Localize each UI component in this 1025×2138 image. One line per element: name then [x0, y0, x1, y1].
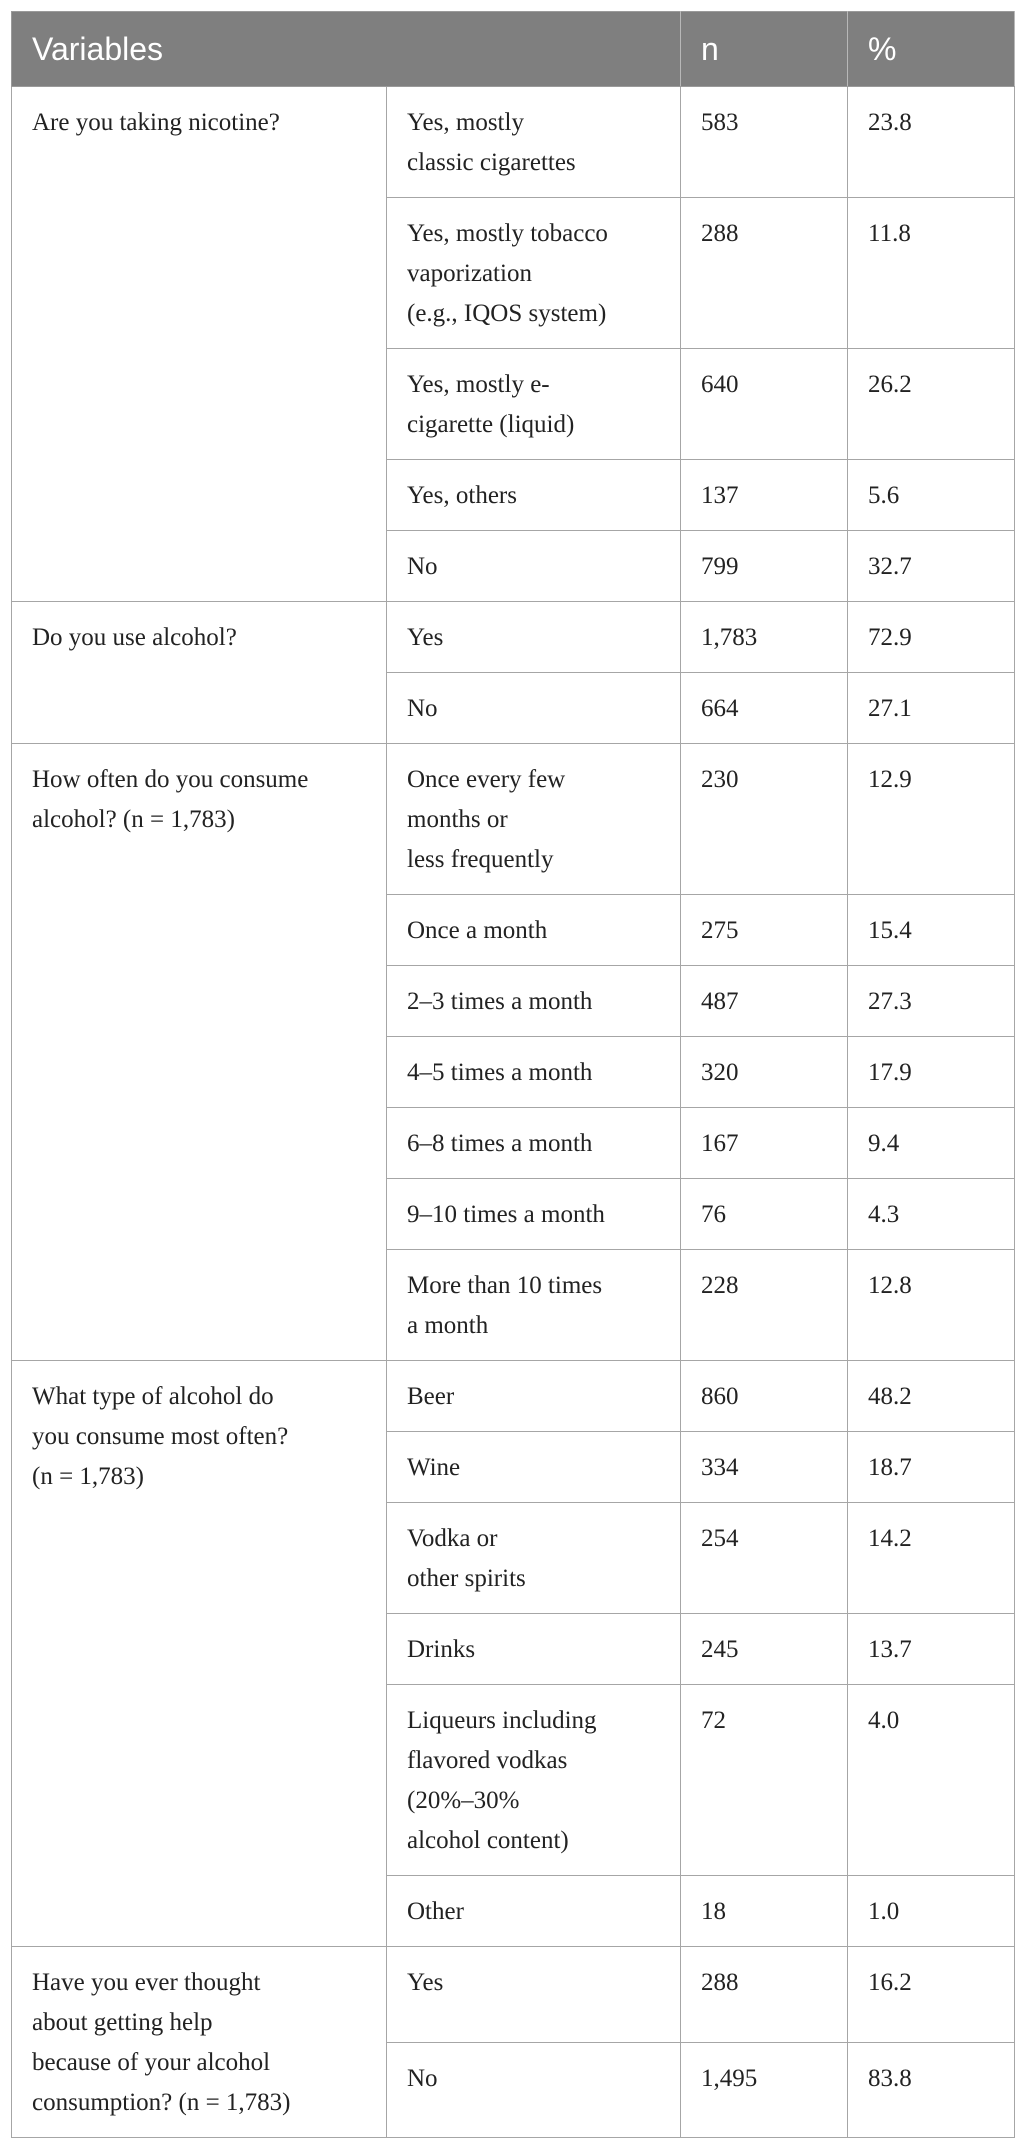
- answer-cell: No: [387, 2042, 681, 2138]
- table-row: [12, 602, 1015, 673]
- count-cell: 799: [681, 531, 848, 602]
- question-cell: Are you taking nicotine?: [12, 87, 387, 602]
- count-cell: 583: [681, 87, 848, 198]
- header-variables: Variables: [12, 12, 681, 87]
- percent-cell: 12.9: [848, 744, 1015, 895]
- question-cell: Do you use alcohol?: [12, 602, 387, 744]
- percent-cell: 48.2: [848, 1361, 1015, 1432]
- answer-cell: Yes, mostly e- cigarette (liquid): [387, 349, 681, 460]
- percent-cell: 72.9: [848, 602, 1015, 673]
- count-cell: 72: [681, 1685, 848, 1876]
- count-cell: 860: [681, 1361, 848, 1432]
- header-percent: %: [848, 12, 1015, 87]
- percent-cell: 4.3: [848, 1179, 1015, 1250]
- percent-cell: 14.2: [848, 1503, 1015, 1614]
- count-cell: 76: [681, 1179, 848, 1250]
- percent-cell: 83.8: [848, 2042, 1015, 2138]
- count-cell: 334: [681, 1432, 848, 1503]
- table-header-row: [12, 12, 1015, 87]
- count-cell: 18: [681, 1876, 848, 1947]
- percent-cell: 12.8: [848, 1250, 1015, 1361]
- percent-cell: 27.3: [848, 966, 1015, 1037]
- percent-cell: 13.7: [848, 1614, 1015, 1685]
- question-cell: Have you ever thought about getting help because of your alcohol consumption? (n = 1,783): [12, 1947, 387, 2138]
- answer-cell: Beer: [387, 1361, 681, 1432]
- count-cell: 288: [681, 198, 848, 349]
- percent-cell: 1.0: [848, 1876, 1015, 1947]
- count-cell: 1,495: [681, 2042, 848, 2138]
- count-cell: 288: [681, 1947, 848, 2043]
- answer-cell: Once a month: [387, 895, 681, 966]
- answer-cell: 9–10 times a month: [387, 1179, 681, 1250]
- percent-cell: 16.2: [848, 1947, 1015, 2043]
- percent-cell: 27.1: [848, 673, 1015, 744]
- percent-cell: 17.9: [848, 1037, 1015, 1108]
- answer-cell: Vodka or other spirits: [387, 1503, 681, 1614]
- count-cell: 320: [681, 1037, 848, 1108]
- answer-cell: Yes, mostly tobacco vaporization (e.g., IQOS system): [387, 198, 681, 349]
- question-cell: What type of alcohol do you consume most often? (n = 1,783): [12, 1361, 387, 1947]
- table-body: [12, 87, 1015, 2138]
- answer-cell: Yes, mostly classic cigarettes: [387, 87, 681, 198]
- answer-cell: Wine: [387, 1432, 681, 1503]
- count-cell: 137: [681, 460, 848, 531]
- answer-cell: No: [387, 531, 681, 602]
- count-cell: 254: [681, 1503, 848, 1614]
- answer-cell: Yes: [387, 602, 681, 673]
- percent-cell: 9.4: [848, 1108, 1015, 1179]
- count-cell: 1,783: [681, 602, 848, 673]
- answer-cell: 2–3 times a month: [387, 966, 681, 1037]
- percent-cell: 18.7: [848, 1432, 1015, 1503]
- answer-cell: Liqueurs including flavored vodkas (20%–30% alcohol content): [387, 1685, 681, 1876]
- answer-cell: Once every few months or less frequently: [387, 744, 681, 895]
- percent-cell: 11.8: [848, 198, 1015, 349]
- count-cell: 228: [681, 1250, 848, 1361]
- percent-cell: 26.2: [848, 349, 1015, 460]
- count-cell: 230: [681, 744, 848, 895]
- percent-cell: 23.8: [848, 87, 1015, 198]
- percent-cell: 32.7: [848, 531, 1015, 602]
- answer-cell: 4–5 times a month: [387, 1037, 681, 1108]
- answer-cell: 6–8 times a month: [387, 1108, 681, 1179]
- count-cell: 275: [681, 895, 848, 966]
- header-n: n: [681, 12, 848, 87]
- percent-cell: 5.6: [848, 460, 1015, 531]
- count-cell: 664: [681, 673, 848, 744]
- answer-cell: Yes: [387, 1947, 681, 2043]
- answer-cell: Drinks: [387, 1614, 681, 1685]
- answer-cell: No: [387, 673, 681, 744]
- answer-cell: More than 10 times a month: [387, 1250, 681, 1361]
- table-row: [12, 744, 1015, 895]
- answer-cell: Yes, others: [387, 460, 681, 531]
- table-row: [12, 87, 1015, 198]
- count-cell: 167: [681, 1108, 848, 1179]
- count-cell: 487: [681, 966, 848, 1037]
- percent-cell: 4.0: [848, 1685, 1015, 1876]
- table-row: [12, 1947, 1015, 2043]
- table-row: [12, 1361, 1015, 1432]
- count-cell: 245: [681, 1614, 848, 1685]
- percent-cell: 15.4: [848, 895, 1015, 966]
- question-cell: How often do you consume alcohol? (n = 1,783): [12, 744, 387, 1361]
- count-cell: 640: [681, 349, 848, 460]
- answer-cell: Other: [387, 1876, 681, 1947]
- survey-table: [11, 11, 1015, 2138]
